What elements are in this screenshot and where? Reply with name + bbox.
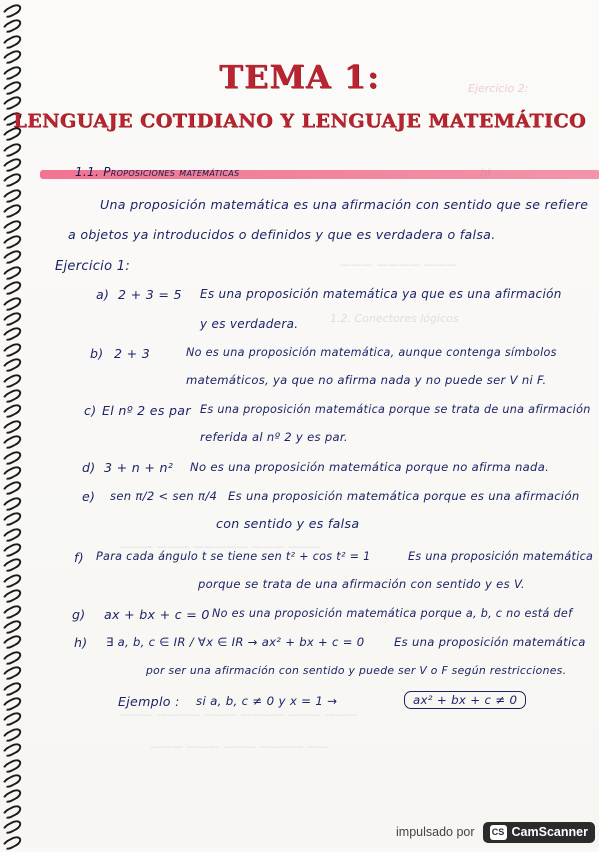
spiral-ring (1, 479, 23, 497)
item-marker: a) (96, 287, 110, 302)
item-marker: e) (82, 489, 96, 504)
spiral-ring (1, 633, 23, 651)
item-answer: No es una proposición matemática porque no afirma nada. (190, 460, 550, 474)
spiral-ring (1, 341, 23, 359)
spiral-ring (1, 726, 23, 744)
spiral-ring (1, 387, 23, 405)
item-marker: f) (74, 550, 84, 565)
item-expression: ax + bx + c = 0 (104, 607, 210, 622)
item-answer: Es una proposición matemática ya que es una afirmación (200, 287, 562, 301)
spiral-ring (1, 187, 23, 205)
spiral-ring (1, 371, 23, 389)
spiral-ring (1, 464, 23, 482)
item-expression: ∃ a, b, c ∈ IR / ∀x ∈ IR → ax² + bx + c = 0 (106, 635, 365, 649)
item-expression: 3 + n + n² (104, 460, 174, 475)
item-answer: Es una proposición matemática (408, 550, 594, 563)
spiral-ring (1, 525, 23, 543)
spiral-ring (1, 294, 23, 312)
spiral-ring (1, 833, 23, 851)
spiral-ring (1, 818, 23, 836)
spiral-ring (1, 279, 23, 297)
show-through-text: 1.2. Conectores lógicos (330, 312, 459, 325)
item-expression: El nº 2 es par (102, 403, 191, 418)
show-through-text: ——— ——— ————— ——— ——— (120, 540, 321, 553)
spiral-ring (1, 17, 23, 35)
spiral-ring (1, 772, 23, 790)
item-expression: 2 + 3 = 5 (118, 287, 182, 302)
spiral-ring (1, 217, 23, 235)
show-through-text: ——— ———— ——— (340, 258, 457, 271)
item-expression: Para cada ángulo t se tiene sen t² + cos t² = 1 (96, 550, 371, 563)
spiral-ring (1, 602, 23, 620)
spiral-ring (1, 356, 23, 374)
page-title: TEMA 1: (219, 58, 380, 96)
camscanner-watermark (396, 820, 595, 844)
spiral-ring (1, 679, 23, 697)
spiral-ring (1, 433, 23, 451)
item-answer: y es verdadera. (200, 317, 299, 331)
spiral-ring (1, 248, 23, 266)
spiral-ring (1, 510, 23, 528)
spiral-ring (1, 448, 23, 466)
page-subtitle: LENGUAJE COTIDIANO Y LENGUAJE MATEMÁTICO (13, 110, 586, 132)
definition-line: Una proposición matemática es una afirmación con sentido que se refiere (100, 197, 589, 212)
watermark-brand: CamScanner (511, 825, 588, 839)
spiral-ring (1, 140, 23, 158)
spiral-ring (1, 710, 23, 728)
item-expression: sen π/2 < sen π/4 (110, 489, 218, 503)
spiral-ring (1, 572, 23, 590)
item-marker: c) (84, 403, 97, 418)
spiral-ring (1, 156, 23, 174)
spiral-ring (1, 664, 23, 682)
spiral-ring (1, 402, 23, 420)
spiral-ring (1, 233, 23, 251)
item-marker: b) (90, 346, 104, 361)
spiral-ring (1, 587, 23, 605)
spiral-ring (1, 264, 23, 282)
item-answer: Es una proposición matemática porque se trata de una afirmación (200, 403, 591, 416)
show-through-text: ——— ——— ——— ———— —— (150, 740, 329, 753)
spiral-ring (1, 310, 23, 328)
spiral-ring (1, 756, 23, 774)
spiral-ring (1, 325, 23, 343)
item-marker: g) (72, 607, 86, 622)
spiral-ring (1, 803, 23, 821)
example-text: si a, b, c ≠ 0 y x = 1 → (196, 694, 338, 708)
item-answer: por ser una afirmación con sentido y puede ser V o F según restricciones. (146, 664, 567, 677)
section-heading: 1.1. Proposiciones matemáticas (75, 165, 240, 179)
spiral-ring (1, 33, 23, 51)
item-answer: No es una proposición matemática porque a, b, c no está def (212, 607, 573, 620)
spiral-ring (1, 649, 23, 667)
spiral-ring (1, 202, 23, 220)
spiral-ring (1, 695, 23, 713)
spiral-ring (1, 618, 23, 636)
spiral-ring (1, 541, 23, 559)
camscanner-badge (483, 822, 595, 843)
camscanner-logo-icon: CS (490, 825, 507, 840)
item-answer: referida al nº 2 y es par. (200, 430, 348, 444)
spiral-ring (1, 171, 23, 189)
spiral-ring (1, 741, 23, 759)
spiral-ring (1, 556, 23, 574)
spiral-ring (1, 495, 23, 513)
definition-line: a objetos ya introducidos o definidos y que es verdadera o falsa. (68, 227, 496, 242)
spiral-ring (1, 787, 23, 805)
show-through-text: ——— ———— ——— ———— ——— ——— (120, 708, 358, 721)
spiral-ring (1, 2, 23, 20)
item-answer: Es una proposición matemática (394, 635, 586, 649)
item-answer: porque se trata de una afirmación con sentido y es V. (198, 577, 525, 591)
item-answer: No es una proposición matemática, aunque contenga símbolos (186, 346, 557, 359)
example-label: Ejemplo : (118, 694, 180, 709)
show-through-text: Ejercicio 2: (468, 82, 529, 95)
item-answer: Es una proposición matemática porque es una afirmación (228, 489, 580, 503)
item-answer: con sentido y es falsa (216, 516, 360, 531)
item-expression: 2 + 3 (114, 346, 151, 361)
example-boxed-result: ax² + bx + c ≠ 0 (404, 691, 526, 709)
watermark-prefix: impulsado por (396, 825, 475, 839)
item-marker: h) (74, 635, 88, 650)
spiral-ring (1, 418, 23, 436)
item-marker: d) (82, 460, 96, 475)
item-answer: matemáticos, ya que no afirma nada y no puede ser V ni F. (186, 373, 547, 387)
exercise-label: Ejercicio 1: (55, 259, 131, 274)
